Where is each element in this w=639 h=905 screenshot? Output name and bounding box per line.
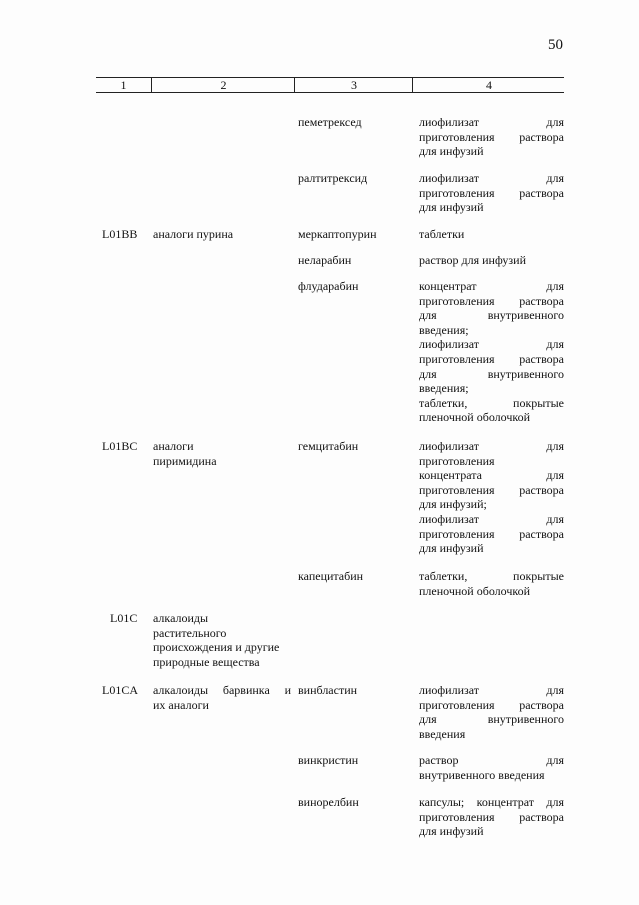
dosage-form	[419, 171, 564, 215]
dosage-form-line: для инфузий	[419, 144, 484, 159]
dosage-form-line: для инфузий	[419, 824, 484, 839]
dosage-form-line: приготовления раствора	[419, 293, 564, 308]
dosage-form-line: для внутривенного	[419, 712, 564, 727]
group-name-line: алкалоиды	[153, 611, 209, 625]
drug-name: флударабин	[298, 279, 359, 293]
header-col-2: 2	[151, 78, 295, 92]
group-name-line: их аналоги	[153, 697, 209, 712]
dosage-form-line: введения;	[419, 381, 469, 396]
dosage-form-line: приготовления раствора	[419, 526, 564, 541]
drug-name: ралтитрексид	[298, 171, 368, 185]
group-name-line: аналоги	[153, 439, 194, 453]
dosage-form-line: концентрат для	[419, 279, 564, 293]
drug-name: пеметрексед	[298, 115, 362, 129]
dosage-form	[419, 569, 564, 598]
dosage-form-line: приготовления раствора	[419, 129, 564, 144]
dosage-form-line: приготовления раствора	[419, 185, 564, 200]
dosage-form	[419, 753, 564, 782]
dosage-form-line: капсулы; концентрат для	[419, 795, 564, 809]
dosage-form-line: концентрата для	[419, 468, 564, 483]
dosage-form-line: таблетки, покрытые	[419, 395, 564, 410]
group-name-line: аналоги пурина	[153, 227, 234, 241]
dosage-form-line: лиофилизат для	[419, 171, 564, 185]
header-col-3: 3	[294, 78, 413, 92]
group-name	[153, 227, 291, 242]
page-number: 50	[548, 37, 563, 53]
dosage-form-line: таблетки, покрытые	[419, 569, 564, 583]
group-name-line: растительного	[153, 625, 227, 640]
group-name-line: пиримидина	[153, 453, 217, 468]
dosage-form-line: лиофилизат для	[419, 115, 564, 129]
dosage-form	[419, 115, 564, 159]
dosage-form-line: приготовления раствора	[419, 809, 564, 824]
drug-name: винкристин	[298, 753, 359, 767]
dosage-form-line: внутривенного введения	[419, 767, 545, 782]
group-name	[153, 439, 291, 468]
dosage-form-line: лиофилизат для	[419, 337, 564, 352]
group-name-line: алкалоиды барвинка и	[153, 683, 291, 697]
dosage-form-line: для внутривенного	[419, 308, 564, 323]
dosage-form-line: приготовления раствора	[419, 482, 564, 497]
atc-code: L01BB	[102, 227, 138, 241]
dosage-form	[419, 279, 564, 425]
dosage-form-line: введения	[419, 726, 466, 741]
drug-name: винбластин	[298, 683, 358, 697]
dosage-form	[419, 253, 564, 268]
group-name-line: природные вещества	[153, 654, 260, 669]
dosage-form-line: раствор для инфузий	[419, 253, 526, 267]
drug-name: меркаптопурин	[298, 227, 377, 241]
dosage-form-line: раствор для	[419, 753, 564, 767]
dosage-form	[419, 439, 564, 556]
atc-code: L01CA	[102, 683, 138, 697]
dosage-form-line: для инфузий;	[419, 497, 487, 512]
dosage-form-line: таблетки	[419, 227, 465, 241]
table-header-row	[96, 77, 564, 93]
group-name	[153, 683, 291, 712]
header-col-4: 4	[412, 78, 565, 92]
dosage-form-line: лиофилизат для	[419, 439, 564, 453]
dosage-form-line: приготовления раствора	[419, 697, 564, 712]
dosage-form-line: приготовления раствора	[419, 351, 564, 366]
drug-name: винорелбин	[298, 795, 359, 809]
dosage-form	[419, 683, 564, 741]
header-col-1: 1	[120, 78, 127, 92]
dosage-form-line: для инфузий	[419, 541, 484, 556]
group-name-line: происхождения и другие	[153, 640, 280, 655]
dosage-form	[419, 795, 564, 839]
dosage-form-line: лиофилизат для	[419, 683, 564, 697]
dosage-form-line: для инфузий	[419, 200, 484, 215]
dosage-form-line: пленочной оболочкой	[419, 410, 531, 425]
dosage-form-line: пленочной оболочкой	[419, 583, 531, 598]
dosage-form-line: для внутривенного	[419, 366, 564, 381]
drug-name: гемцитабин	[298, 439, 359, 453]
dosage-form-line: введения;	[419, 322, 469, 337]
dosage-form-line: лиофилизат для	[419, 511, 564, 526]
drug-name: неларабин	[298, 253, 352, 267]
atc-code: L01BC	[102, 439, 138, 453]
atc-code: L01C	[110, 611, 138, 625]
group-name	[153, 611, 291, 669]
drug-name: капецитабин	[298, 569, 364, 583]
dosage-form	[419, 227, 564, 242]
dosage-form-line: приготовления	[419, 453, 495, 468]
